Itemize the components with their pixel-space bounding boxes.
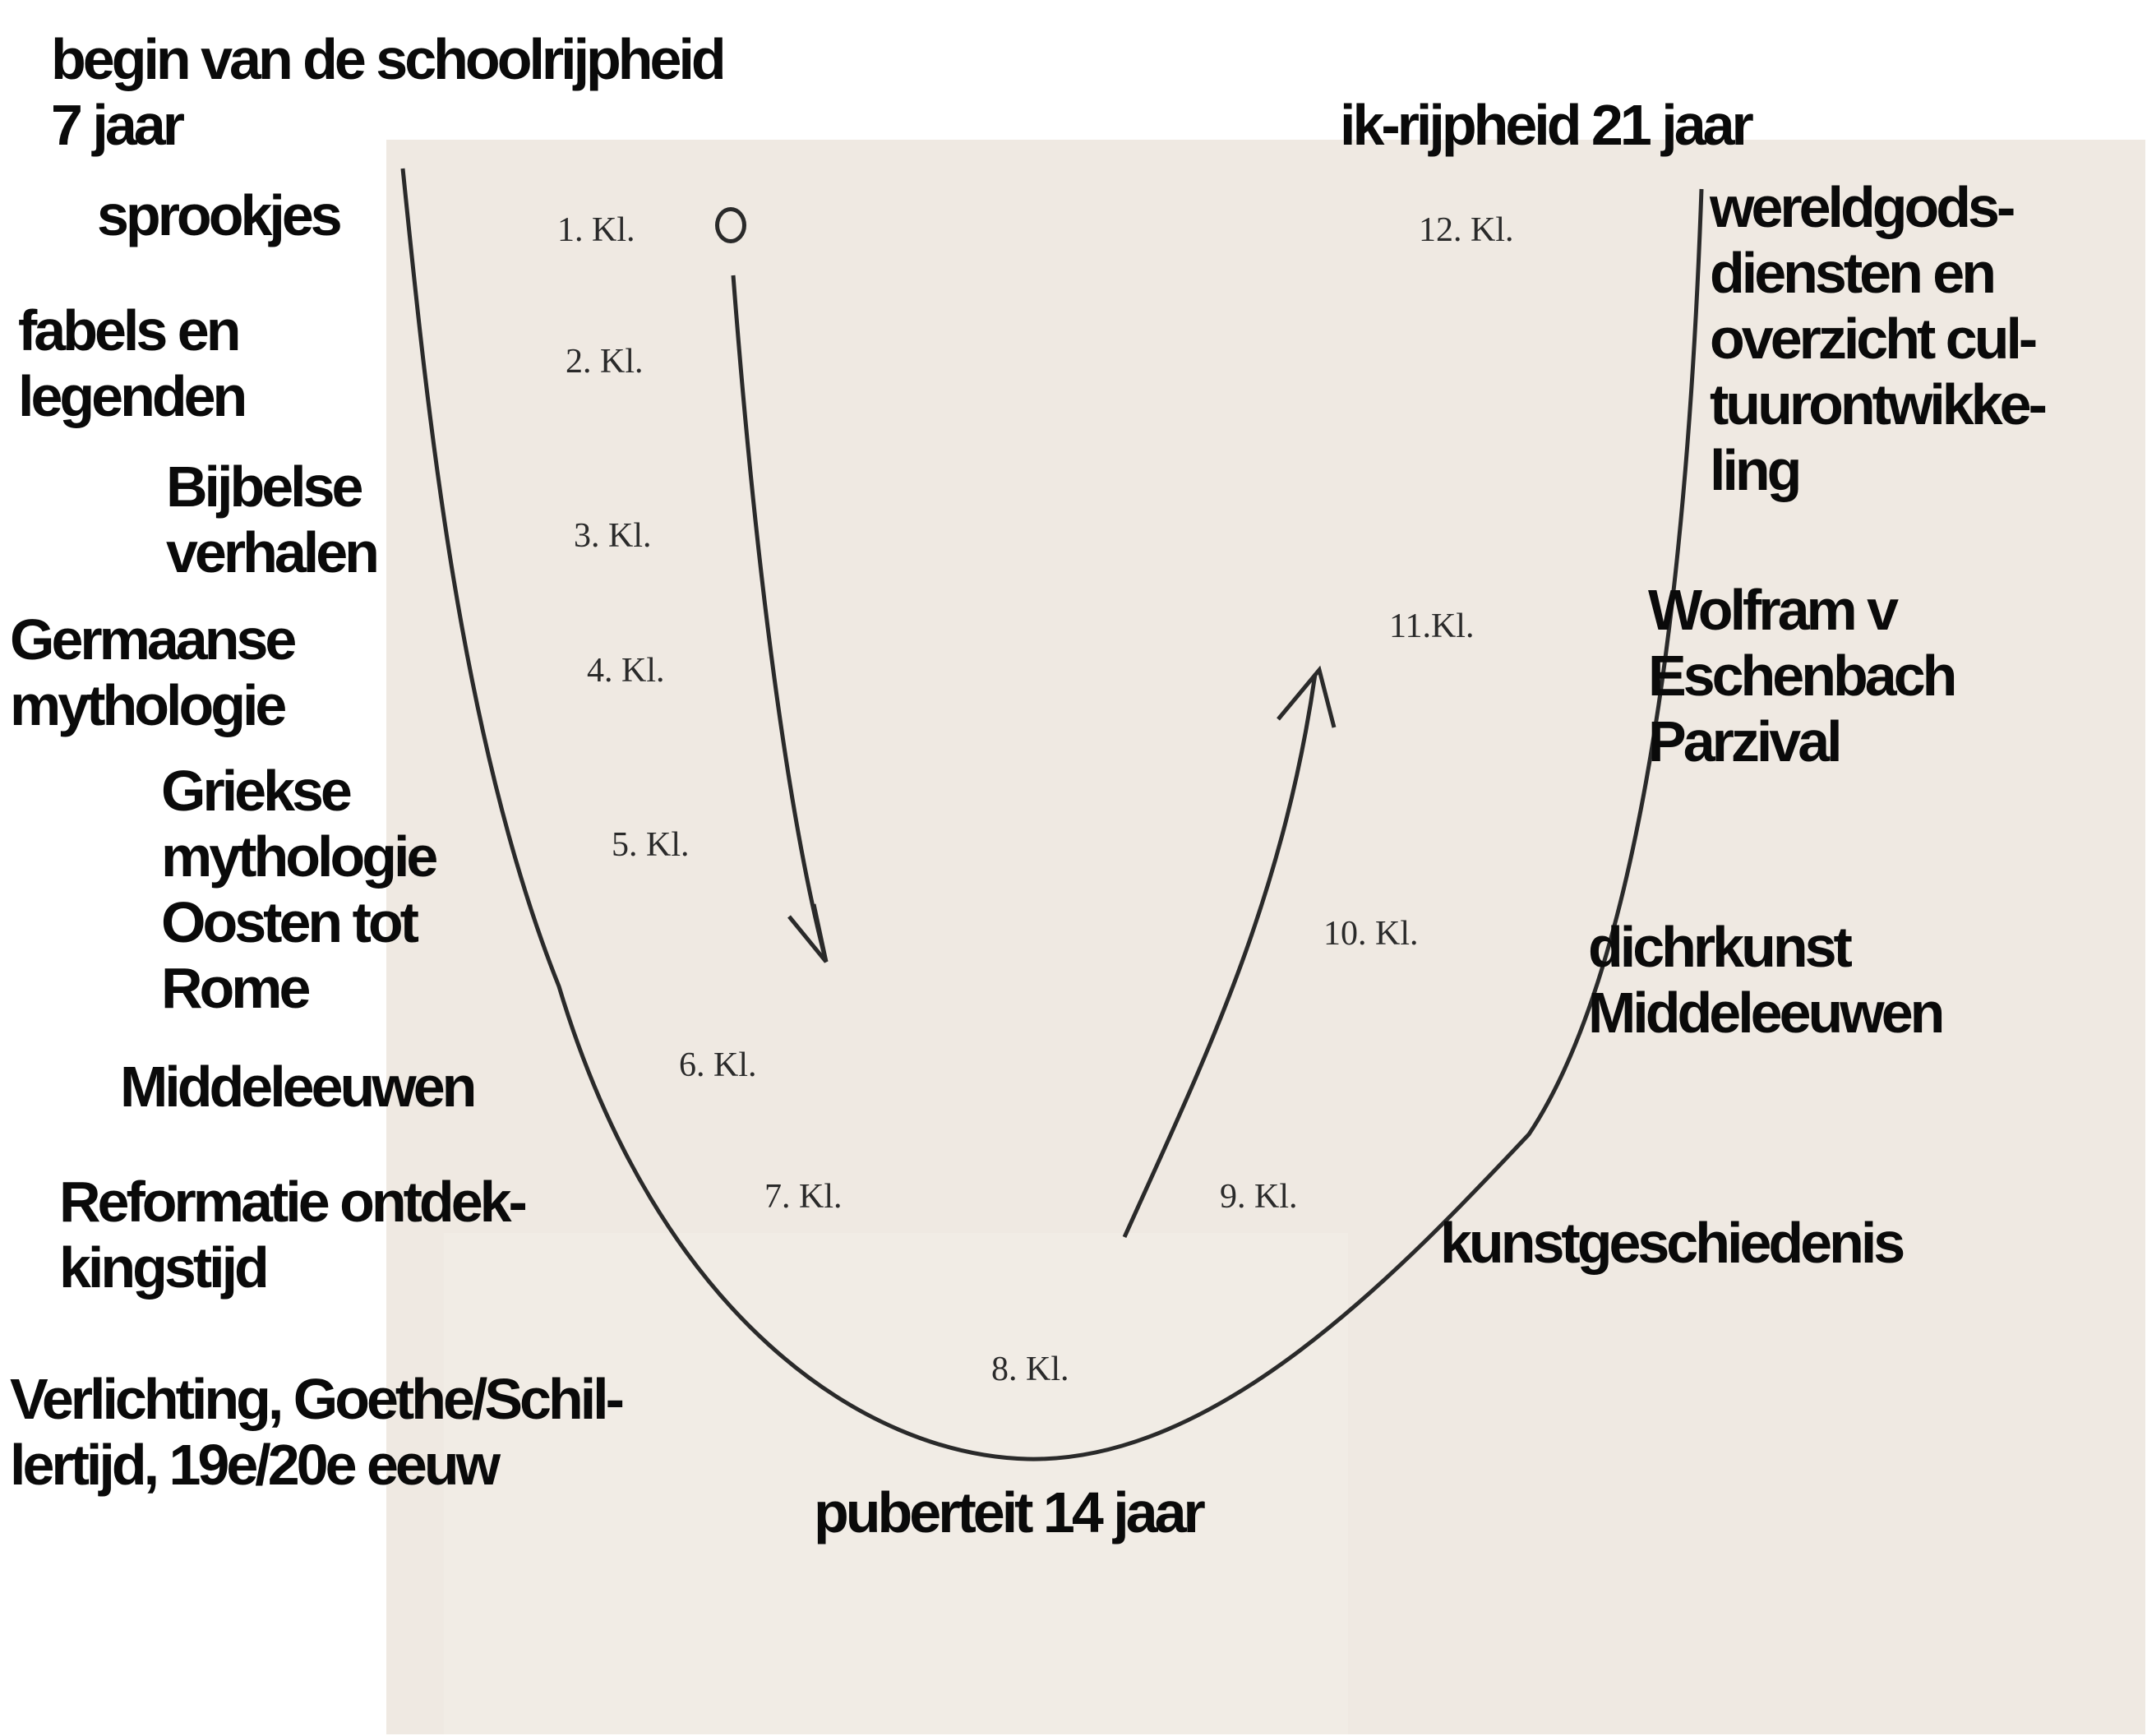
label-fables-line2: legenden — [18, 364, 245, 428]
class-label-8: 8. Kl. — [991, 1350, 1069, 1388]
label-greek-mythology-line4: Rome — [161, 956, 308, 1020]
label-fables-line1: fabels en — [18, 298, 238, 362]
descending-arrow-shaft — [733, 275, 826, 962]
label-parzival-line3: Parzival — [1648, 709, 1840, 773]
class-label-7: 7. Kl. — [764, 1178, 843, 1216]
class-label-10: 10. Kl. — [1323, 915, 1419, 953]
label-school-readiness-line2: 7 jaar — [51, 93, 182, 157]
label-puberty: puberteit 14 jaar — [814, 1480, 1203, 1544]
label-reformation-line2: kingstijd — [59, 1235, 266, 1300]
class-label-11: 11.Kl. — [1389, 607, 1475, 645]
label-germanic-mythology-line2: mythologie — [10, 673, 284, 737]
class-label-5: 5. Kl. — [612, 826, 690, 864]
label-fairy-tales: sprookjes — [97, 183, 339, 247]
label-parzival-line2: Eschenbach — [1648, 644, 1955, 708]
label-greek-mythology-line1: Griekse — [161, 759, 349, 823]
label-world-religions-line3: overzicht cul- — [1710, 307, 2035, 371]
label-parzival-line1: Wolfram v — [1648, 578, 1896, 642]
label-poetry-middle-ages-line1: dichrkunst — [1588, 915, 1849, 979]
class-label-2: 2. Kl. — [566, 343, 644, 381]
label-bible-stories-line1: Bijbelse — [166, 455, 361, 519]
label-bible-stories-line2: verhalen — [166, 520, 376, 584]
label-greek-mythology-line3: Oosten tot — [161, 890, 416, 954]
ascending-arrow-shaft — [1124, 674, 1315, 1237]
label-germanic-mythology-line1: Germaanse — [10, 607, 294, 672]
label-world-religions-line5: ling — [1710, 438, 1799, 502]
class-label-4: 4. Kl. — [587, 652, 665, 690]
label-ego-maturity: ik-rijpheid 21 jaar — [1340, 93, 1751, 157]
class-label-9: 9. Kl. — [1220, 1178, 1298, 1216]
class-label-12: 12. Kl. — [1419, 211, 1514, 249]
descending-arrowhead — [789, 904, 826, 962]
start-circle-mark — [715, 207, 746, 243]
label-school-readiness-line1: begin van de schoolrijpheid — [51, 27, 723, 91]
label-poetry-middle-ages-line2: Middeleeuwen — [1588, 981, 1942, 1045]
label-world-religions-line4: tuurontwikke- — [1710, 372, 2044, 436]
class-label-6: 6. Kl. — [679, 1046, 757, 1084]
label-world-religions-line2: diensten en — [1710, 241, 1993, 305]
label-middle-ages-left: Middeleeuwen — [120, 1055, 474, 1119]
label-greek-mythology-line2: mythologie — [161, 824, 436, 889]
label-art-history: kunstgeschiedenis — [1440, 1211, 1903, 1275]
class-label-3: 3. Kl. — [574, 517, 652, 555]
class-label-1: 1. Kl. — [557, 211, 635, 249]
label-world-religions-line1: wereldgods- — [1710, 175, 2013, 239]
label-reformation-line1: Reformatie ontdek- — [59, 1170, 524, 1234]
label-enlightenment-line1: Verlichting, Goethe/Schil- — [10, 1367, 621, 1431]
label-enlightenment-line2: lertijd, 19e/20e eeuw — [10, 1433, 498, 1497]
